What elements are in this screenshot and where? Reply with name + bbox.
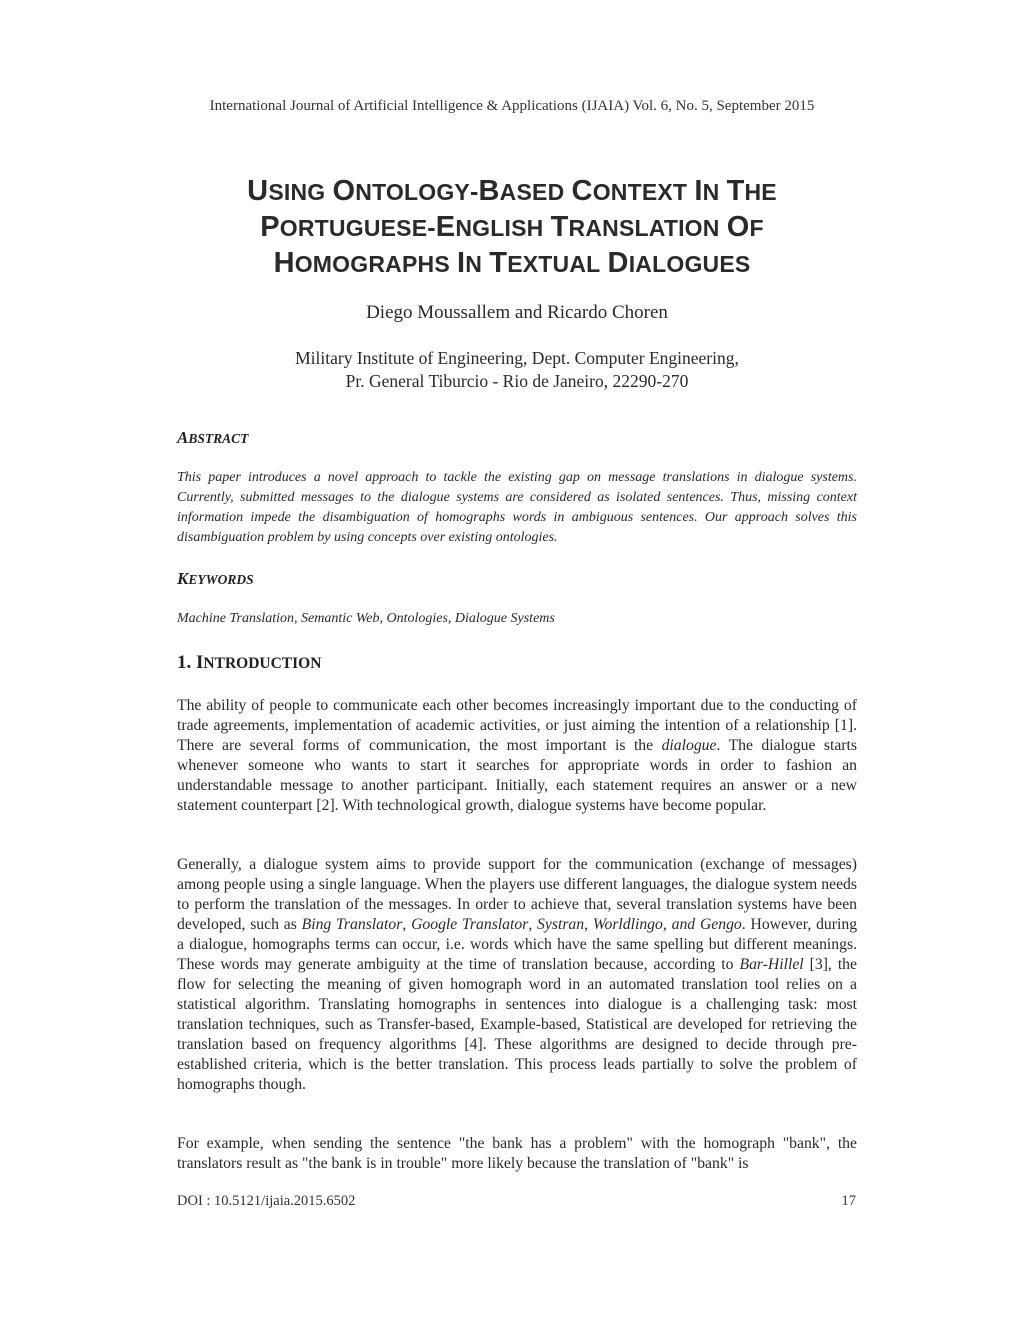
p1-emphasis: dialogue — [661, 737, 717, 754]
title-line-3: HOMOGRAPHS IN TEXTUAL DIALOGUES — [273, 247, 751, 279]
abstract-text: This paper introduces a novel approach to tackle the existing gap on message translations in dialogue systems. Currently, submitted messages to the dialogue systems are considered as isolated sentences. Thus, missing context information impede the disambiguation of homographs words in ambiguous sentences. Our approach solves this disambiguation problem by using concepts over existing ontologies. — [177, 470, 857, 545]
keywords-text: Machine Translation, Semantic Web, Ontologies, Dialogue Systems — [177, 611, 555, 626]
p2-text-b: . However, during a dialogue, homographs terms can occur, i.e. words which have the same spelling but different meanings. These words may generate ambiguity at the time of translation because, according to — [177, 916, 858, 973]
section-title: INTRODUCTION — [196, 652, 322, 673]
doi-footer: DOI : 10.5121/ijaia.2015.6502 — [177, 1193, 356, 1209]
title-line-1: USING ONTOLOGY-BASED CONTEXT IN THE — [247, 175, 777, 207]
p2-em-gengo: and Gengo — [671, 916, 742, 933]
p1-text-a: The ability of people to communicate each other becomes increasingly important due to the conducting of trade agreements, implementation of academic activities, or just aiming the intention of a relationship [1]. There are several forms of communication, the most important is the — [177, 697, 857, 754]
p1-text-b: . The dialogue starts whenever someone who wants to start it searches for appropriate words in order to fashion an understandable message to another participant. Initially, each statement requires an answer or a new statement counterpart [2]. With technological growth, dialogue systems have become popular. — [177, 737, 857, 814]
p2-em-systran: Systran — [537, 916, 585, 933]
running-head: International Journal of Artificial Intelligence & Applications (IJAIA) Vol. 6, No. 5, September 2015 — [209, 98, 815, 114]
p2-em-worldlingo: Worldlingo — [592, 916, 663, 933]
affiliation-line-1: Military Institute of Engineering, Dept. Computer Engineering, — [295, 348, 739, 368]
author-names: Diego Moussallem and Ricardo Choren — [366, 302, 668, 323]
introduction-heading — [177, 652, 321, 674]
intro-paragraph-2 — [177, 855, 857, 1095]
p2-em-bar-hillel: Bar-Hillel — [739, 956, 804, 973]
affiliation-line-2: Pr. General Tiburcio - Rio de Janeiro, 22290-270 — [345, 371, 689, 391]
abstract-heading: ABSTRACT — [177, 428, 249, 447]
page-number: 17 — [841, 1193, 856, 1209]
p2-em-google: Google Translator — [411, 916, 529, 933]
paper-title — [150, 174, 874, 282]
p2-sep: , — [402, 916, 412, 933]
intro-paragraph-3: For example, when sending the sentence "the bank has a problem" with the homograph "bank", the translators result as "the bank is in trouble" more likely because the translation of "bank" is — [177, 1135, 857, 1172]
p2-sep: , — [662, 916, 672, 933]
p2-sep: , — [584, 916, 593, 933]
p2-text-c: [3], the flow for selecting the meaning of given homograph word in an automated translation tool relies on a statistical algorithm. Translating homographs in sentences into dialogue is a challenging task: most translation techniques, such as Transfer-based, Example-based, Statistical are developed for retrieving the translation based on frequency algorithms [4]. These algorithms are designed to decide through pre-established criteria, which is the better translation. This process leads partially to solve the problem of homographs though. — [177, 956, 857, 1093]
title-line-2: PORTUGUESE-ENGLISH TRANSLATION OF — [260, 211, 764, 243]
keywords-heading: KEYWORDS — [177, 569, 254, 588]
p2-em-bing: Bing Translator — [301, 916, 403, 933]
affiliation — [0, 347, 1024, 393]
p2-text-a: Generally, a dialogue system aims to provide support for the communication (exchange of messages) among people using a single language. When the players use different languages, the dialogue system needs to perform the translation of the messages. In order to achieve that, several translation systems have been developed, such as — [177, 856, 857, 933]
intro-paragraph-1 — [177, 696, 857, 816]
p2-sep: , — [528, 916, 538, 933]
section-number: 1. — [177, 652, 192, 673]
